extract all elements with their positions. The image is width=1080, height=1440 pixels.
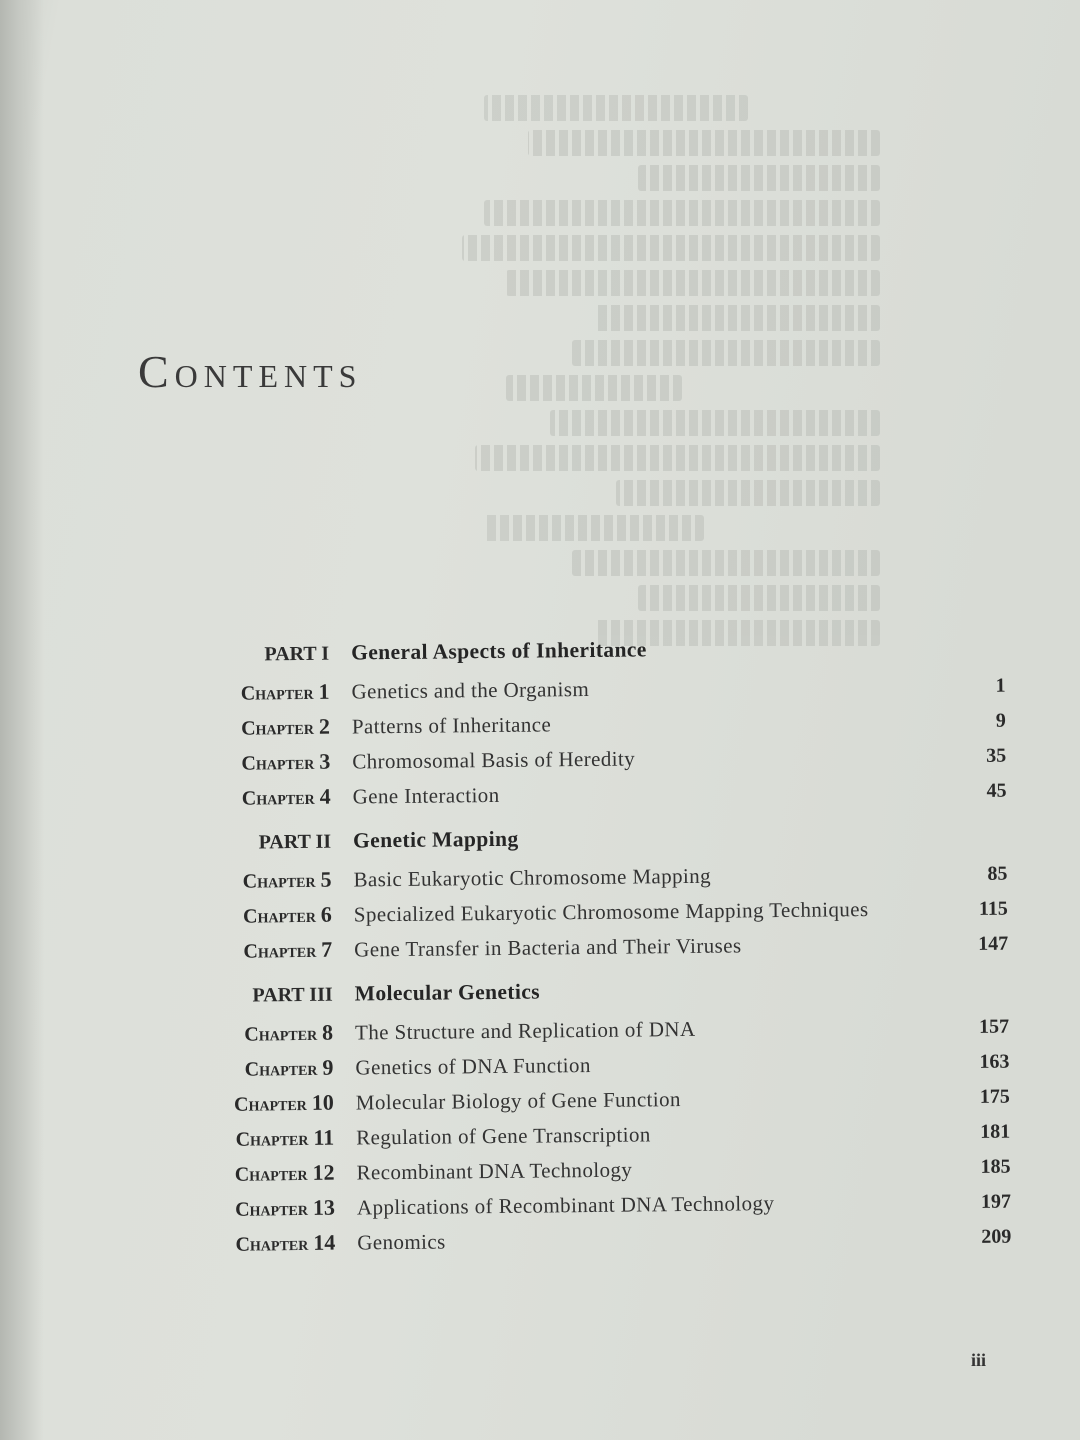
chapter-number: 4 <box>319 783 331 809</box>
chapter-page-number: 45 <box>986 779 1007 802</box>
chapter-title: Regulation of Gene Transcription <box>356 1122 651 1150</box>
chapter-number: 1 <box>318 678 330 704</box>
chapter-page-number: 209 <box>981 1225 1012 1248</box>
chapter-number: 12 <box>312 1159 335 1185</box>
chapter-title: The Structure and Replication of DNA <box>354 1016 696 1045</box>
chapter-number: 14 <box>313 1229 336 1255</box>
part-title: General Aspects of Inheritance <box>350 637 647 665</box>
chapter-title: Chromosomal Basis of Heredity <box>352 746 636 774</box>
chapter-label <box>210 1160 334 1187</box>
chapter-title: Patterns of Inheritance <box>351 712 552 739</box>
chapter-number: 13 <box>312 1194 336 1220</box>
page-spine-shadow <box>0 0 44 1440</box>
chapter-page-number: 185 <box>980 1155 1011 1178</box>
chapter-title: Gene Interaction <box>352 782 500 809</box>
chapter-prefix: Chapter <box>243 939 317 963</box>
chapter-number: 7 <box>321 936 333 962</box>
chapter-label <box>211 1230 335 1257</box>
part-page-spacer <box>935 653 1005 654</box>
chapter-label <box>208 902 332 929</box>
chapter-label <box>211 1195 335 1222</box>
chapter-title: Genomics <box>357 1229 446 1255</box>
chapter-label <box>209 1055 333 1082</box>
part-title: Genetic Mapping <box>352 826 519 853</box>
chapter-title: Gene Transfer in Bacteria and Their Viruses <box>354 933 742 962</box>
chapter-label <box>210 1125 334 1152</box>
chapter-page-number: 115 <box>978 897 1008 920</box>
part-label: PART I <box>264 642 330 666</box>
chapter-label <box>205 679 329 706</box>
chapter-page-number: 175 <box>979 1085 1010 1108</box>
chapter-title: Basic Eukaryotic Chromosome Mapping <box>353 863 712 892</box>
bleed-through-text <box>440 95 880 635</box>
chapter-label <box>210 1090 334 1117</box>
chapter-row <box>211 1223 1011 1266</box>
chapter-label <box>208 937 332 964</box>
chapter-number: 3 <box>319 748 331 774</box>
table-of-contents <box>205 634 1011 1266</box>
chapter-page-number: 197 <box>980 1190 1012 1213</box>
chapter-number: 2 <box>318 713 331 739</box>
chapter-prefix: Chapter <box>241 716 315 740</box>
chapter-page-number: 181 <box>980 1120 1011 1143</box>
chapter-label <box>207 867 331 894</box>
chapter-prefix: Chapter <box>234 1162 308 1186</box>
chapter-page-number: 35 <box>986 744 1007 767</box>
chapter-number: 10 <box>311 1089 334 1115</box>
chapter-prefix: Chapter <box>242 904 316 928</box>
chapter-label <box>206 784 330 811</box>
chapter-prefix: Chapter <box>235 1232 309 1256</box>
chapter-prefix: Chapter <box>244 1057 318 1081</box>
chapter-number: 8 <box>321 1019 334 1045</box>
chapter-prefix: Chapter <box>242 869 316 893</box>
chapter-label <box>206 749 330 776</box>
chapter-page-number: 1 <box>995 674 1006 697</box>
chapter-title: Molecular Biology of Gene Function <box>355 1087 681 1115</box>
part-label: PART II <box>258 830 332 854</box>
chapter-number: 6 <box>320 901 332 927</box>
chapter-page-number: 9 <box>995 709 1006 732</box>
chapter-prefix: Chapter <box>241 786 315 810</box>
chapter-number: 11 <box>313 1124 335 1150</box>
part-page-spacer <box>937 841 1007 842</box>
chapter-page-number: 85 <box>987 862 1008 885</box>
chapter-prefix: Chapter <box>240 681 314 705</box>
chapter-label <box>209 1020 333 1047</box>
chapter-number: 9 <box>322 1054 334 1080</box>
chapter-title: Genetics and the Organism <box>351 676 590 704</box>
chapter-page-number: 157 <box>978 1015 1010 1038</box>
chapter-prefix: Chapter <box>241 751 315 775</box>
part-label: PART III <box>252 983 333 1007</box>
page-folio: iii <box>970 1350 986 1370</box>
chapter-title: Specialized Eukaryotic Chromosome Mapping Techniques <box>353 897 869 927</box>
chapter-title: Applications of Recombinant DNA Technology <box>356 1191 775 1220</box>
chapter-prefix: Chapter <box>233 1092 307 1116</box>
chapter-label <box>206 714 330 741</box>
chapter-prefix: Chapter <box>235 1127 309 1151</box>
part-title: Molecular Genetics <box>354 979 541 1006</box>
chapter-prefix: Chapter <box>244 1022 318 1046</box>
contents-heading: Contents <box>138 346 363 397</box>
chapter-page-number: 147 <box>978 932 1009 955</box>
chapter-title: Genetics of DNA Function <box>355 1052 591 1080</box>
chapter-prefix: Chapter <box>235 1197 309 1221</box>
chapter-page-number: 163 <box>979 1050 1010 1073</box>
chapter-number: 5 <box>320 866 332 892</box>
chapter-title: Recombinant DNA Technology <box>356 1157 633 1185</box>
part-page-spacer <box>939 994 1009 995</box>
